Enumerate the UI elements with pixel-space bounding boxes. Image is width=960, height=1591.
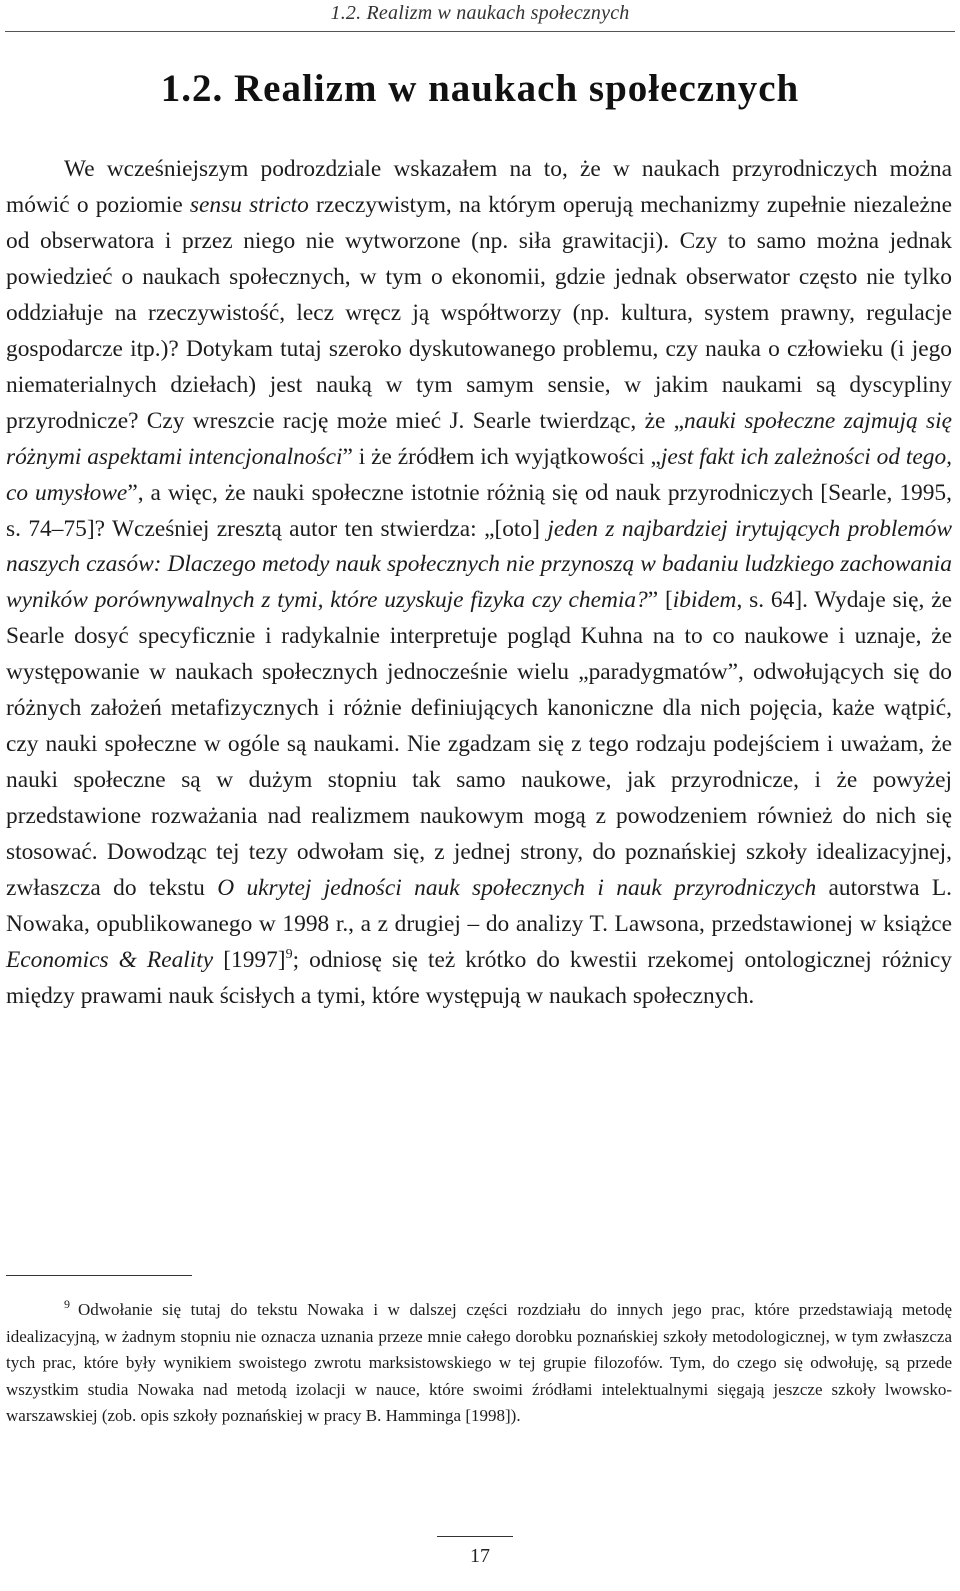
body-paragraph xyxy=(6,152,952,1015)
running-header: 1.2. Realizm w naukach społecznych xyxy=(330,2,630,24)
body-text-9: ; odniosę się też krótko do kwestii rzekomej ontologicznej różnicy między prawami nauk ścisłych a tymi, które występują w naukach społecznych. xyxy=(6,946,952,1009)
body-text-4: ”, a więc, że nauki społeczne istotnie różnią się od nauk przyrodniczych [Searle, 1995, s. 74–75]? Wcześniej zresztą autor ten stwierdza: „[oto] xyxy=(6,479,952,542)
header-rule xyxy=(5,31,955,32)
body-text-1: We wcześniejszym podrozdziale wskazałem na to, że w naukach przyrodniczych można mówić o poziomie xyxy=(6,156,952,218)
footnote-rule xyxy=(6,1275,192,1276)
body-italic-1: sensu stricto xyxy=(189,191,309,218)
page-number: 17 xyxy=(470,1545,490,1567)
body-text-2: rzeczywistym, na którym operują mechanizmy zupełnie niezależne od obserwatora i przez niego nie wytworzone (np. siła grawitacji). Czy to samo można jednak powiedzieć o naukach społecznych, w tym o ekonomii, gdzie jednak obserwator często nie tylko oddziałuje na rzeczywistość, lecz wręcz ją współtworzy (np. kultura, system prawny, regulacje gospodarcze itp.)? Dotykam tutaj szeroko dyskutowanego problemu, czy nauka o człowieku (i jego niematerialnych dziełach) jest nauką w tym samym sensie, w jakim naukami są dyscypliny przyrodnicze? Czy wreszcie rację może mieć J. Searle twierdząc, że „ xyxy=(6,191,952,434)
page-number-rule xyxy=(437,1536,513,1537)
body-text-7: autorstwa L. Nowaka, opublikowanego w 1998 r., a z drugiej – do analizy T. Lawsona, przedstawionej w książce xyxy=(6,875,952,938)
section-title: 1.2. Realizm w naukach społecznych xyxy=(160,67,800,110)
body-text-5: ” [ xyxy=(647,587,673,614)
body-italic-5: ibidem xyxy=(672,587,737,614)
body-text-3: ” i że źródłem ich wyjątkowości „ xyxy=(342,443,661,470)
footnote-reference[interactable]: 9 xyxy=(285,947,293,963)
footnote-text: Odwołanie się tutaj do tekstu Nowaka i w dalszej części rozdziału do innych jego prac, które przedstawiają metodę idealizacyjną, w żadnym stopniu nie oznacza uznania przeze mnie całego dorobku poznańskiej szkoły metodologicznej, w tym zwłaszcza tych prac, które były wynikiem swoistego zwrotu marksistowskiego w tej grupie filozofów. Tym, do czego się odwołuję, są przede wszystkim studia Nowaka nad metodą izolacji w nauce, które swoimi źródłami intelektualnymi sięgają jeszcze szkoły lwowsko-warszawskiej (zob. opis szkoły poznańskiej w pracy B. Hamminga [1998]). xyxy=(6,1300,952,1426)
body-text-6: , s. 64]. Wydaje się, że Searle dosyć specyficznie i radykalnie interpretuje pogląd Kuhna na to co naukowe i uznaje, że występowanie w naukach społecznych jednocześnie wielu „paradygmatów”, odwołujących się do różnych założeń metafizycznych i różnie definiujących kanoniczne dla nich pojęcia, każe wątpić, czy nauki społeczne w ogóle są naukami. Nie zgadzam się z tego rodzaju podejściem i uważam, że nauki społeczne są w dużym stopniu tak samo naukowe, jak przyrodnicze, i że powyżej przedstawione rozważania nad realizmem naukowym mogą z powodzeniem również do nich się stosować. Dowodząc tej tezy odwołam się, z jednej strony, do poznańskiej szkoły idealizacyjnej, zwłaszcza do tekstu xyxy=(6,587,952,902)
body-italic-6: O ukrytej jedności nauk społecznych i nauk przyrodniczych xyxy=(217,875,817,902)
body-italic-4: jeden z najbardziej irytujących problemów naszych czasów: Dlaczego metody nauk społecznych nie przynoszą w badaniu ludzkiego zachowania wyników porównywalnych z tymi, które uzyskuje fizyka czy chemia? xyxy=(6,515,952,614)
body-italic-3: jest fakt ich zależności od tego, co umysłowe xyxy=(6,443,952,506)
footnote-marker: 9 xyxy=(64,1297,70,1312)
body-italic-7: Economics & Reality xyxy=(6,946,214,973)
footnote xyxy=(6,1297,952,1430)
body-text-8: [1997] xyxy=(213,946,286,973)
body-italic-2: nauki społeczne zajmują się różnymi aspektami intencjonalności xyxy=(6,407,952,470)
